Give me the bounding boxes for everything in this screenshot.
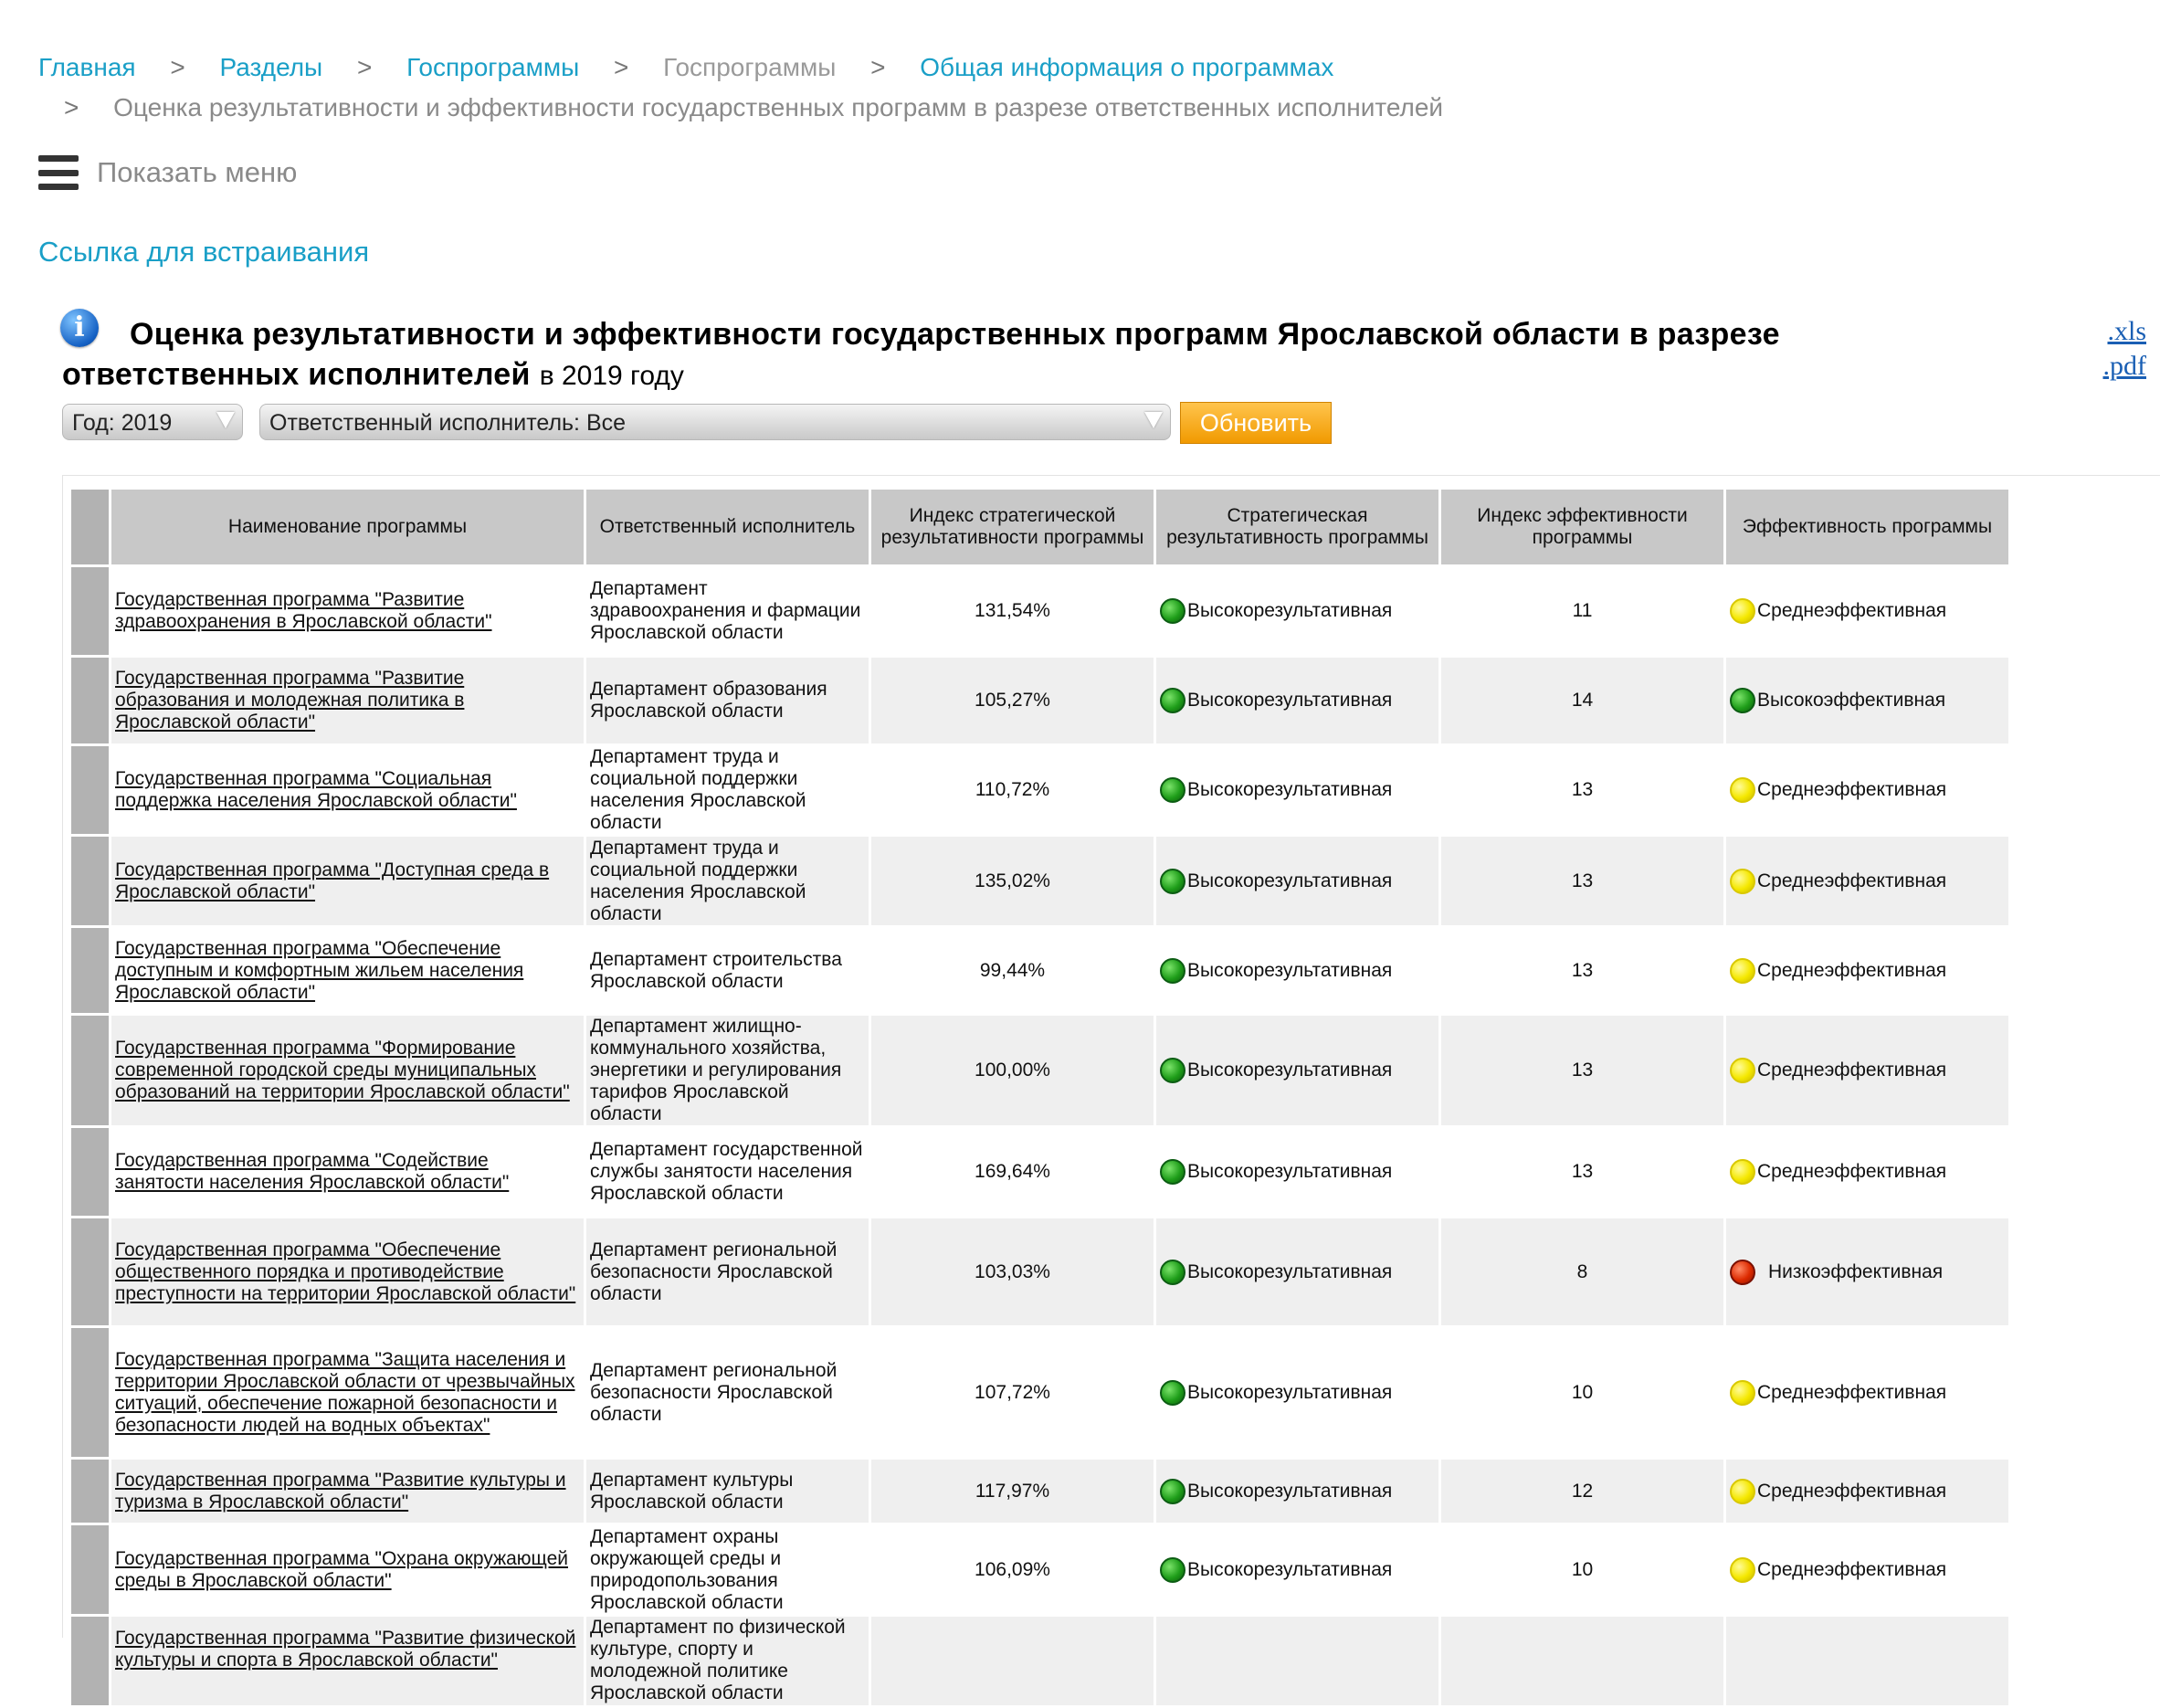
program-link[interactable]: Государственная программа "Охрана окружающей среды в Ярославской области" [115,1547,568,1591]
executor-select-value: Ответственный исполнитель: Все [269,410,627,436]
strategic-result-cell [1155,1015,1440,1127]
table-row [70,836,2010,927]
efficiency-index-cell: 10 [1440,1524,1725,1616]
show-menu-button[interactable] [38,155,297,190]
program-cell [111,1127,585,1218]
program-cell [111,1015,585,1127]
chevron-right-icon: > [356,53,373,81]
table-row [70,1616,2010,1707]
strategic-index-cell: 169,64% [870,1127,1155,1218]
program-link[interactable]: Государственная программа "Формирование современной городской среды муниципальных образований на территории Ярославской области" [115,1038,570,1102]
strategic-result-cell [1155,1218,1440,1327]
strategic-result-label: Высокорезультативная [1187,959,1393,981]
status-indicator-icon [1160,688,1185,713]
efficiency-label: Среднеэффективная [1757,1480,1947,1502]
executor-cell: Департамент строительства Ярославской области [585,927,870,1015]
status-indicator-icon [1160,1557,1185,1583]
page-title [62,314,2017,396]
efficiency-label: Среднеэффективная [1757,1381,1947,1403]
executor-cell: Департамент региональной безопасности Ярославской области [585,1218,870,1327]
efficiency-label: Среднеэффективная [1757,1161,1947,1182]
strategic-result-cell [1155,1524,1440,1616]
efficiency-cell [1725,745,2010,836]
status-indicator-icon [1730,598,1755,624]
program-cell [111,1616,585,1707]
efficiency-cell [1725,1524,2010,1616]
efficiency-index-cell: 14 [1440,657,1725,745]
program-cell [111,1218,585,1327]
strategic-result-cell [1155,566,1440,657]
embed-link[interactable]: Ссылка для встраивания [38,236,370,268]
program-link[interactable]: Государственная программа "Развитие образования и молодежная политика в Ярославской области" [115,668,465,733]
efficiency-index-cell: 13 [1440,836,1725,927]
strategic-result-cell [1155,657,1440,745]
executor-cell: Департамент жилищно-коммунального хозяйства, энергетики и регулирования тарифов Ярославской области [585,1015,870,1127]
row-stub [70,927,111,1015]
efficiency-label: Высокоэффективная [1757,690,1946,711]
program-link[interactable]: Государственная программа "Содействие занятости населения Ярославской области" [115,1150,510,1193]
dropdown-arrow-icon [1144,412,1163,428]
strategic-result-cell [1155,1327,1440,1459]
strategic-index-cell: 131,54% [870,566,1155,657]
executor-cell: Департамент культуры Ярославской области [585,1459,870,1524]
status-indicator-icon [1730,1260,1755,1285]
strategic-result-label: Высокорезультативная [1187,1260,1393,1282]
executor-cell: Департамент по физической культуре, спорту и молодежной политике Ярославской области [585,1616,870,1707]
program-cell [111,927,585,1015]
strategic-result-label: Высокорезультативная [1187,1060,1393,1081]
status-indicator-icon [1160,958,1185,984]
status-indicator-icon [1160,777,1185,803]
column-header-efficiency[interactable]: Эффективность программы [1725,489,2010,566]
column-header-strategic-index[interactable]: Индекс стратегической результативности программы [870,489,1155,566]
executor-cell: Департамент региональной безопасности Ярославской области [585,1327,870,1459]
strategic-result-cell [1155,745,1440,836]
efficiency-index-cell [1440,1616,1725,1707]
breadcrumb [38,47,2093,128]
column-header-executor[interactable]: Ответственный исполнитель [585,489,870,566]
program-cell [111,1459,585,1524]
strategic-index-cell: 100,00% [870,1015,1155,1127]
strategic-index-cell: 105,27% [870,657,1155,745]
row-stub [70,1015,111,1127]
strategic-result-label: Высокорезультативная [1187,1381,1393,1403]
efficiency-index-cell: 10 [1440,1327,1725,1459]
status-indicator-icon [1730,688,1755,713]
results-table [68,487,2011,1708]
refresh-button[interactable]: Обновить [1180,402,1332,444]
status-indicator-icon [1730,1159,1755,1185]
breadcrumb-sections[interactable]: Разделы [219,53,323,81]
efficiency-index-cell: 13 [1440,927,1725,1015]
efficiency-cell [1725,1015,2010,1127]
status-indicator-icon [1160,1159,1185,1185]
efficiency-cell [1725,1616,2010,1707]
table-row [70,1459,2010,1524]
status-indicator-icon [1160,598,1185,624]
row-stub [70,566,111,657]
table-row [70,1015,2010,1127]
table-row [70,1218,2010,1327]
results-table-container [62,475,2160,1703]
strategic-index-cell: 107,72% [870,1327,1155,1459]
efficiency-index-cell: 13 [1440,745,1725,836]
executor-cell: Департамент труда и социальной поддержки населения Ярославской области [585,836,870,927]
info-icon[interactable]: i [60,309,99,347]
efficiency-cell [1725,1218,2010,1327]
efficiency-label: Среднеэффективная [1757,1060,1947,1081]
year-select-value: Год: 2019 [72,410,173,436]
export-xls-link[interactable]: .xls [2107,316,2146,346]
status-indicator-icon [1730,777,1755,803]
strategic-result-label: Высокорезультативная [1187,600,1393,621]
table-row [70,1327,2010,1459]
table-header-row [70,489,2010,566]
year-select[interactable] [62,404,243,440]
table-row [70,1127,2010,1218]
program-cell [111,566,585,657]
row-stub [70,1524,111,1616]
status-indicator-icon [1730,1380,1755,1406]
efficiency-cell [1725,1327,2010,1459]
program-link[interactable]: Государственная программа "Развитие культуры и туризма в Ярославской области" [115,1469,566,1513]
status-indicator-icon [1730,958,1755,984]
efficiency-label: Среднеэффективная [1757,600,1947,621]
table-row [70,745,2010,836]
strategic-result-cell [1155,1616,1440,1707]
strategic-result-cell [1155,927,1440,1015]
chevron-right-icon: > [64,93,79,121]
efficiency-label: Среднеэффективная [1757,870,1947,891]
chevron-right-icon: > [870,53,886,81]
chevron-right-icon: > [614,53,629,81]
efficiency-cell [1725,657,2010,745]
strategic-result-cell [1155,1459,1440,1524]
strategic-result-label: Высокорезультативная [1187,1558,1393,1580]
status-indicator-icon [1160,1380,1185,1406]
strategic-index-cell: 99,44% [870,927,1155,1015]
row-stub [70,1327,111,1459]
table-row [70,927,2010,1015]
column-header-efficiency-index[interactable]: Индекс эффективности программы [1440,489,1725,566]
row-stub [70,1616,111,1707]
program-link[interactable]: Государственная программа "Защита населения и территории Ярославской области от чрезвычайных ситуаций, обеспечение пожарной безопасности и безопасности людей на водных объектах" [115,1348,575,1436]
column-header-program[interactable]: Наименование программы [111,489,585,566]
breadcrumb-gosprogrammy[interactable]: Госпрограммы [406,53,580,81]
strategic-result-label: Высокорезультативная [1187,1161,1393,1182]
efficiency-cell [1725,927,2010,1015]
header-stub [70,489,111,566]
program-link[interactable]: Государственная программа "Развитие здравоохранения в Ярославской области" [115,589,492,632]
status-indicator-icon [1160,1058,1185,1083]
export-links [2092,314,2146,384]
strategic-index-cell: 103,03% [870,1218,1155,1327]
strategic-result-label: Высокорезультативная [1187,870,1393,891]
row-stub [70,1459,111,1524]
strategic-index-cell: 110,72% [870,745,1155,836]
program-link[interactable]: Государственная программа "Развитие физической культуры и спорта в Ярославской области" [115,1628,576,1671]
executor-cell: Департамент здравоохранения и фармации Ярославской области [585,566,870,657]
efficiency-cell [1725,566,2010,657]
program-cell [111,836,585,927]
strategic-index-cell [870,1616,1155,1707]
program-link[interactable]: Государственная программа "Доступная среда в Ярославской области" [115,859,550,902]
table-row [70,566,2010,657]
strategic-index-cell: 106,09% [870,1524,1155,1616]
executor-select[interactable] [259,404,1171,440]
program-link[interactable]: Государственная программа "Обеспечение общественного порядка и противодействие преступности на территории Ярославской области" [115,1239,576,1304]
efficiency-cell [1725,1127,2010,1218]
strategic-index-cell: 117,97% [870,1459,1155,1524]
row-stub [70,1127,111,1218]
efficiency-index-cell: 8 [1440,1218,1725,1327]
executor-cell: Департамент образования Ярославской области [585,657,870,745]
show-menu-label: Показать меню [97,156,298,188]
breadcrumb-gosprogrammy-section: Госпрограммы [663,53,837,81]
efficiency-index-cell: 13 [1440,1015,1725,1127]
executor-cell: Департамент государственной службы занятости населения Ярославской области [585,1127,870,1218]
row-stub [70,745,111,836]
dropdown-arrow-icon [216,412,235,428]
row-stub [70,836,111,927]
hamburger-menu-icon [38,155,79,190]
breadcrumb-home[interactable]: Главная [38,53,136,81]
program-link[interactable]: Государственная программа "Обеспечение доступным и комфортным жильем населения Ярославской области" [115,937,524,1003]
status-indicator-icon [1730,869,1755,894]
page-title-year: в 2019 году [539,361,684,391]
strategic-result-cell [1155,836,1440,927]
status-indicator-icon [1160,869,1185,894]
program-cell [111,657,585,745]
status-indicator-icon [1730,1479,1755,1504]
status-indicator-icon [1160,1479,1185,1504]
program-cell [111,745,585,836]
efficiency-index-cell: 11 [1440,566,1725,657]
status-indicator-icon [1730,1557,1755,1583]
strategic-result-label: Высокорезультативная [1187,1480,1393,1502]
table-row [70,657,2010,745]
strategic-index-cell: 135,02% [870,836,1155,927]
status-indicator-icon [1730,1058,1755,1083]
strategic-result-label: Высокорезультативная [1187,779,1393,800]
chevron-right-icon: > [170,53,185,81]
efficiency-label: Среднеэффективная [1757,959,1947,981]
efficiency-cell [1725,1459,2010,1524]
breadcrumb-current: Оценка результативности и эффективности государственных программ в разрезе ответственных исполнителей [113,93,1444,121]
efficiency-cell [1725,836,2010,927]
efficiency-label: Среднеэффективная [1757,779,1947,800]
efficiency-index-cell: 12 [1440,1459,1725,1524]
program-cell [111,1327,585,1459]
column-header-strategic-result[interactable]: Стратегическая результативность программы [1155,489,1440,566]
efficiency-label: Среднеэффективная [1757,1558,1947,1580]
strategic-result-label: Высокорезультативная [1187,690,1393,711]
breadcrumb-general-info[interactable]: Общая информация о программах [920,53,1334,81]
page-title-text: Оценка результативности и эффективности государственных программ Ярославской области в разрезе ответственных исполнителей [62,317,1780,392]
program-cell [111,1524,585,1616]
export-pdf-link[interactable]: .pdf [2102,351,2146,381]
table-row [70,1524,2010,1616]
row-stub [70,1218,111,1327]
executor-cell: Департамент труда и социальной поддержки населения Ярославской области [585,745,870,836]
status-indicator-icon [1160,1260,1185,1285]
program-link[interactable]: Государственная программа "Социальная поддержка населения Ярославской области" [115,768,517,811]
strategic-result-cell [1155,1127,1440,1218]
row-stub [70,657,111,745]
efficiency-label: Низкоэффективная [1768,1260,1944,1282]
executor-cell: Департамент охраны окружающей среды и природопользования Ярославской области [585,1524,870,1616]
efficiency-index-cell: 13 [1440,1127,1725,1218]
